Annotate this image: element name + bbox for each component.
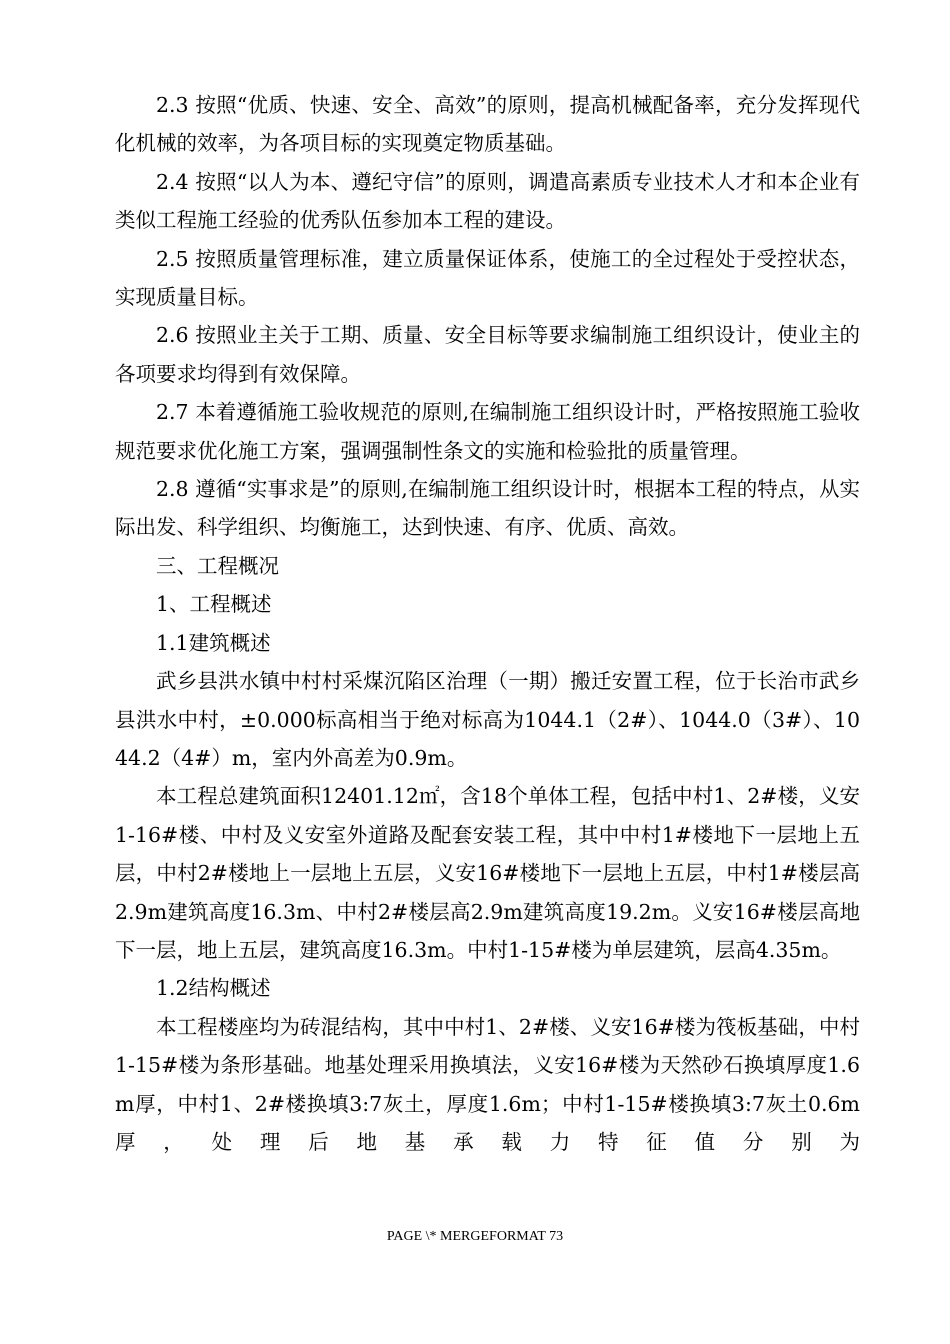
paragraph-2-7: 2.7 本着遵循施工验收规范的原则,在编制施工组织设计时，严格按照施工验收规范要求优化施工方案，强调强制性条文的实施和检验批的质量管理。 <box>115 400 860 463</box>
page-footer: PAGE \* MERGEFORMAT 73 <box>386 1229 564 1244</box>
subsection-heading-1-2: 1.2结构概述 <box>156 976 271 1001</box>
subsection-heading-1-1: 1.1建筑概述 <box>156 630 271 655</box>
document-body <box>115 86 860 1161</box>
paragraph-structure: 本工程楼座均为砖混结构，其中中村1、2#楼、义安16#楼为筏板基础，中村1-15#楼为条形基础。地基处理采用换填法，义安16#楼为天然砂石换填厚度1.6m厚，中村1、2#楼换填3:7灰土，厚度1.6m；中村1-15#楼换填3:7灰土0.6m厚，处理后地基承载力特征值分别为 <box>115 1014 860 1154</box>
paragraph-2-3: 2.3 按照“优质、快速、安全、高效”的原则，提高机械配备率，充分发挥现代化机械的效率，为各项目标的实现奠定物质基础。 <box>115 93 860 156</box>
section-heading-1: 1、工程概述 <box>156 592 272 617</box>
paragraph-area: 本工程总建筑面积12401.12㎡，含18个单体工程，包括中村1、2#楼，义安1-16#楼、中村及义安室外道路及配套安装工程，其中中村1#楼地下一层地上五层，中村2#楼地上一层地上五层，义安16#楼地下一层地上五层，中村1#楼层高2.9m建筑高度16.3m、中村2#楼层高2.9m建筑高度19.2m。义安16#楼层高地下一层，地上五层，建筑高度16.3m。中村1-15#楼为单层建筑，层高4.35m。 <box>115 784 860 962</box>
section-heading-3: 三、工程概况 <box>156 553 279 578</box>
paragraph-2-4: 2.4 按照“以人为本、遵纪守信”的原则，调遣高素质专业技术人才和本企业有类似工程施工经验的优秀队伍参加本工程的建设。 <box>115 169 860 233</box>
paragraph-2-5: 2.5 按照质量管理标准，建立质量保证体系，使施工的全过程处于受控状态，实现质量目标。 <box>115 246 860 310</box>
paragraph-location: 武乡县洪水镇中村村采煤沉陷区治理（一期）搬迁安置工程，位于长治市武乡县洪水中村，±0.000标高相当于绝对标高为1044.1（2#）、1044.0（3#）、1044.2（4#）m，室内外高差为0.9m。 <box>115 669 860 770</box>
paragraph-2-6: 2.6 按照业主关于工期、质量、安全目标等要求编制施工组织设计，使业主的各项要求均得到有效保障。 <box>115 323 860 386</box>
paragraph-2-8: 2.8 遵循“实事求是”的原则,在编制施工组织设计时，根据本工程的特点，从实际出发、科学组织、均衡施工，达到快速、有序、优质、高效。 <box>115 477 860 540</box>
